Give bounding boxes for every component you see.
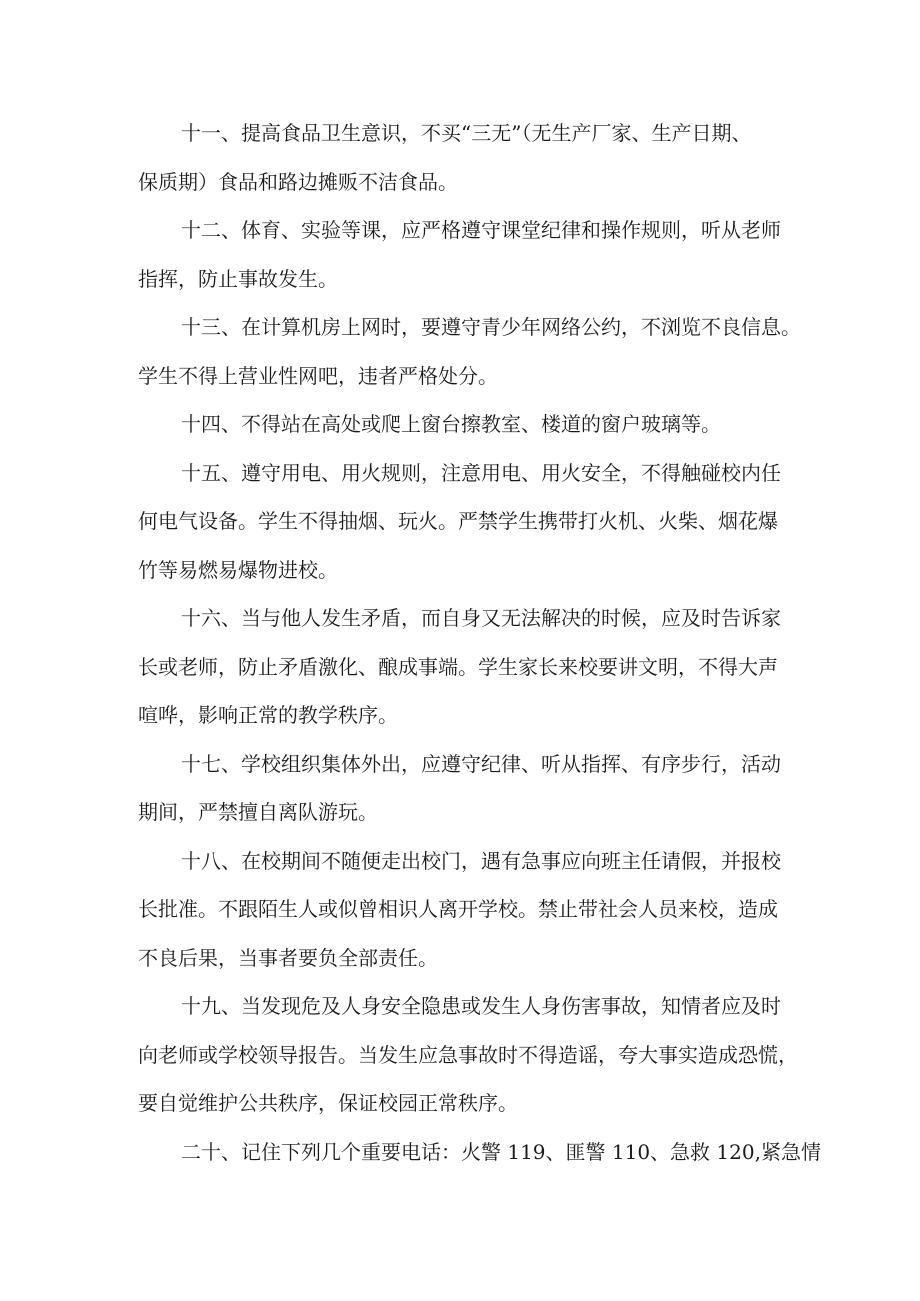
rule-19-line-2: 向老师或学校领导报告。当发生应急事故时不得造谣，夸大事实造成恐慌，: [138, 1043, 798, 1067]
rule-18-line-3: 不良后果，当事者要负全部责任。: [138, 946, 438, 970]
rule-14-line-1: 十四、不得站在高处或爬上窗台擦教室、楼道的窗户玻璃等。: [181, 412, 721, 436]
rule-13-line-1: 十三、在计算机房上网时，要遵守青少年网络公约，不浏览不良信息。: [181, 315, 801, 339]
rule-16-line-3: 喧哗，影响正常的教学秩序。: [138, 703, 398, 727]
rule-18-line-1: 十八、在校期间不随便走出校门，遇有急事应向班主任请假，并报校: [181, 849, 781, 873]
rule-11-line-1: 十一、提高食品卫生意识，不买“三无”（无生产厂家、生产日期、: [181, 121, 752, 145]
rule-17-line-2: 期间，严禁擅自离队游玩。: [138, 800, 378, 824]
rule-18-line-2: 长批准。不跟陌生人或似曾相识人离开学校。禁止带社会人员来校，造成: [138, 897, 778, 921]
rule-16-line-1: 十六、当与他人发生矛盾，而自身又无法解决的时候，应及时告诉家: [181, 606, 781, 630]
rule-11-line-2: 保质期）食品和路边摊贩不洁食品。: [138, 170, 458, 194]
rule-15-line-2: 何电气设备。学生不得抽烟、玩火。严禁学生携带打火机、火柴、烟花爆: [138, 509, 778, 533]
rule-20-line-1: 二十、记住下列几个重要电话：火警 119、匪警 110、急救 120,紧急情: [181, 1140, 821, 1164]
rule-12-line-2: 指挥，防止事故发生。: [138, 267, 338, 291]
rule-13-line-2: 学生不得上营业性网吧，违者严格处分。: [138, 364, 498, 388]
rule-12-line-1: 十二、体育、实验等课，应严格遵守课堂纪律和操作规则，听从老师: [181, 218, 781, 242]
rule-15-line-3: 竹等易燃易爆物进校。: [138, 558, 338, 582]
rule-19-line-3: 要自觉维护公共秩序，保证校园正常秩序。: [138, 1091, 518, 1115]
rule-17-line-1: 十七、学校组织集体外出，应遵守纪律、听从指挥、有序步行，活动: [181, 752, 781, 776]
rule-15-line-1: 十五、遵守用电、用火规则，注意用电、用火安全，不得触碰校内任: [181, 461, 781, 485]
rule-16-line-2: 长或老师，防止矛盾激化、酿成事端。学生家长来校要讲文明，不得大声: [138, 655, 778, 679]
rule-19-line-1: 十九、当发现危及人身安全隐患或发生人身伤害事故，知情者应及时: [181, 994, 781, 1018]
